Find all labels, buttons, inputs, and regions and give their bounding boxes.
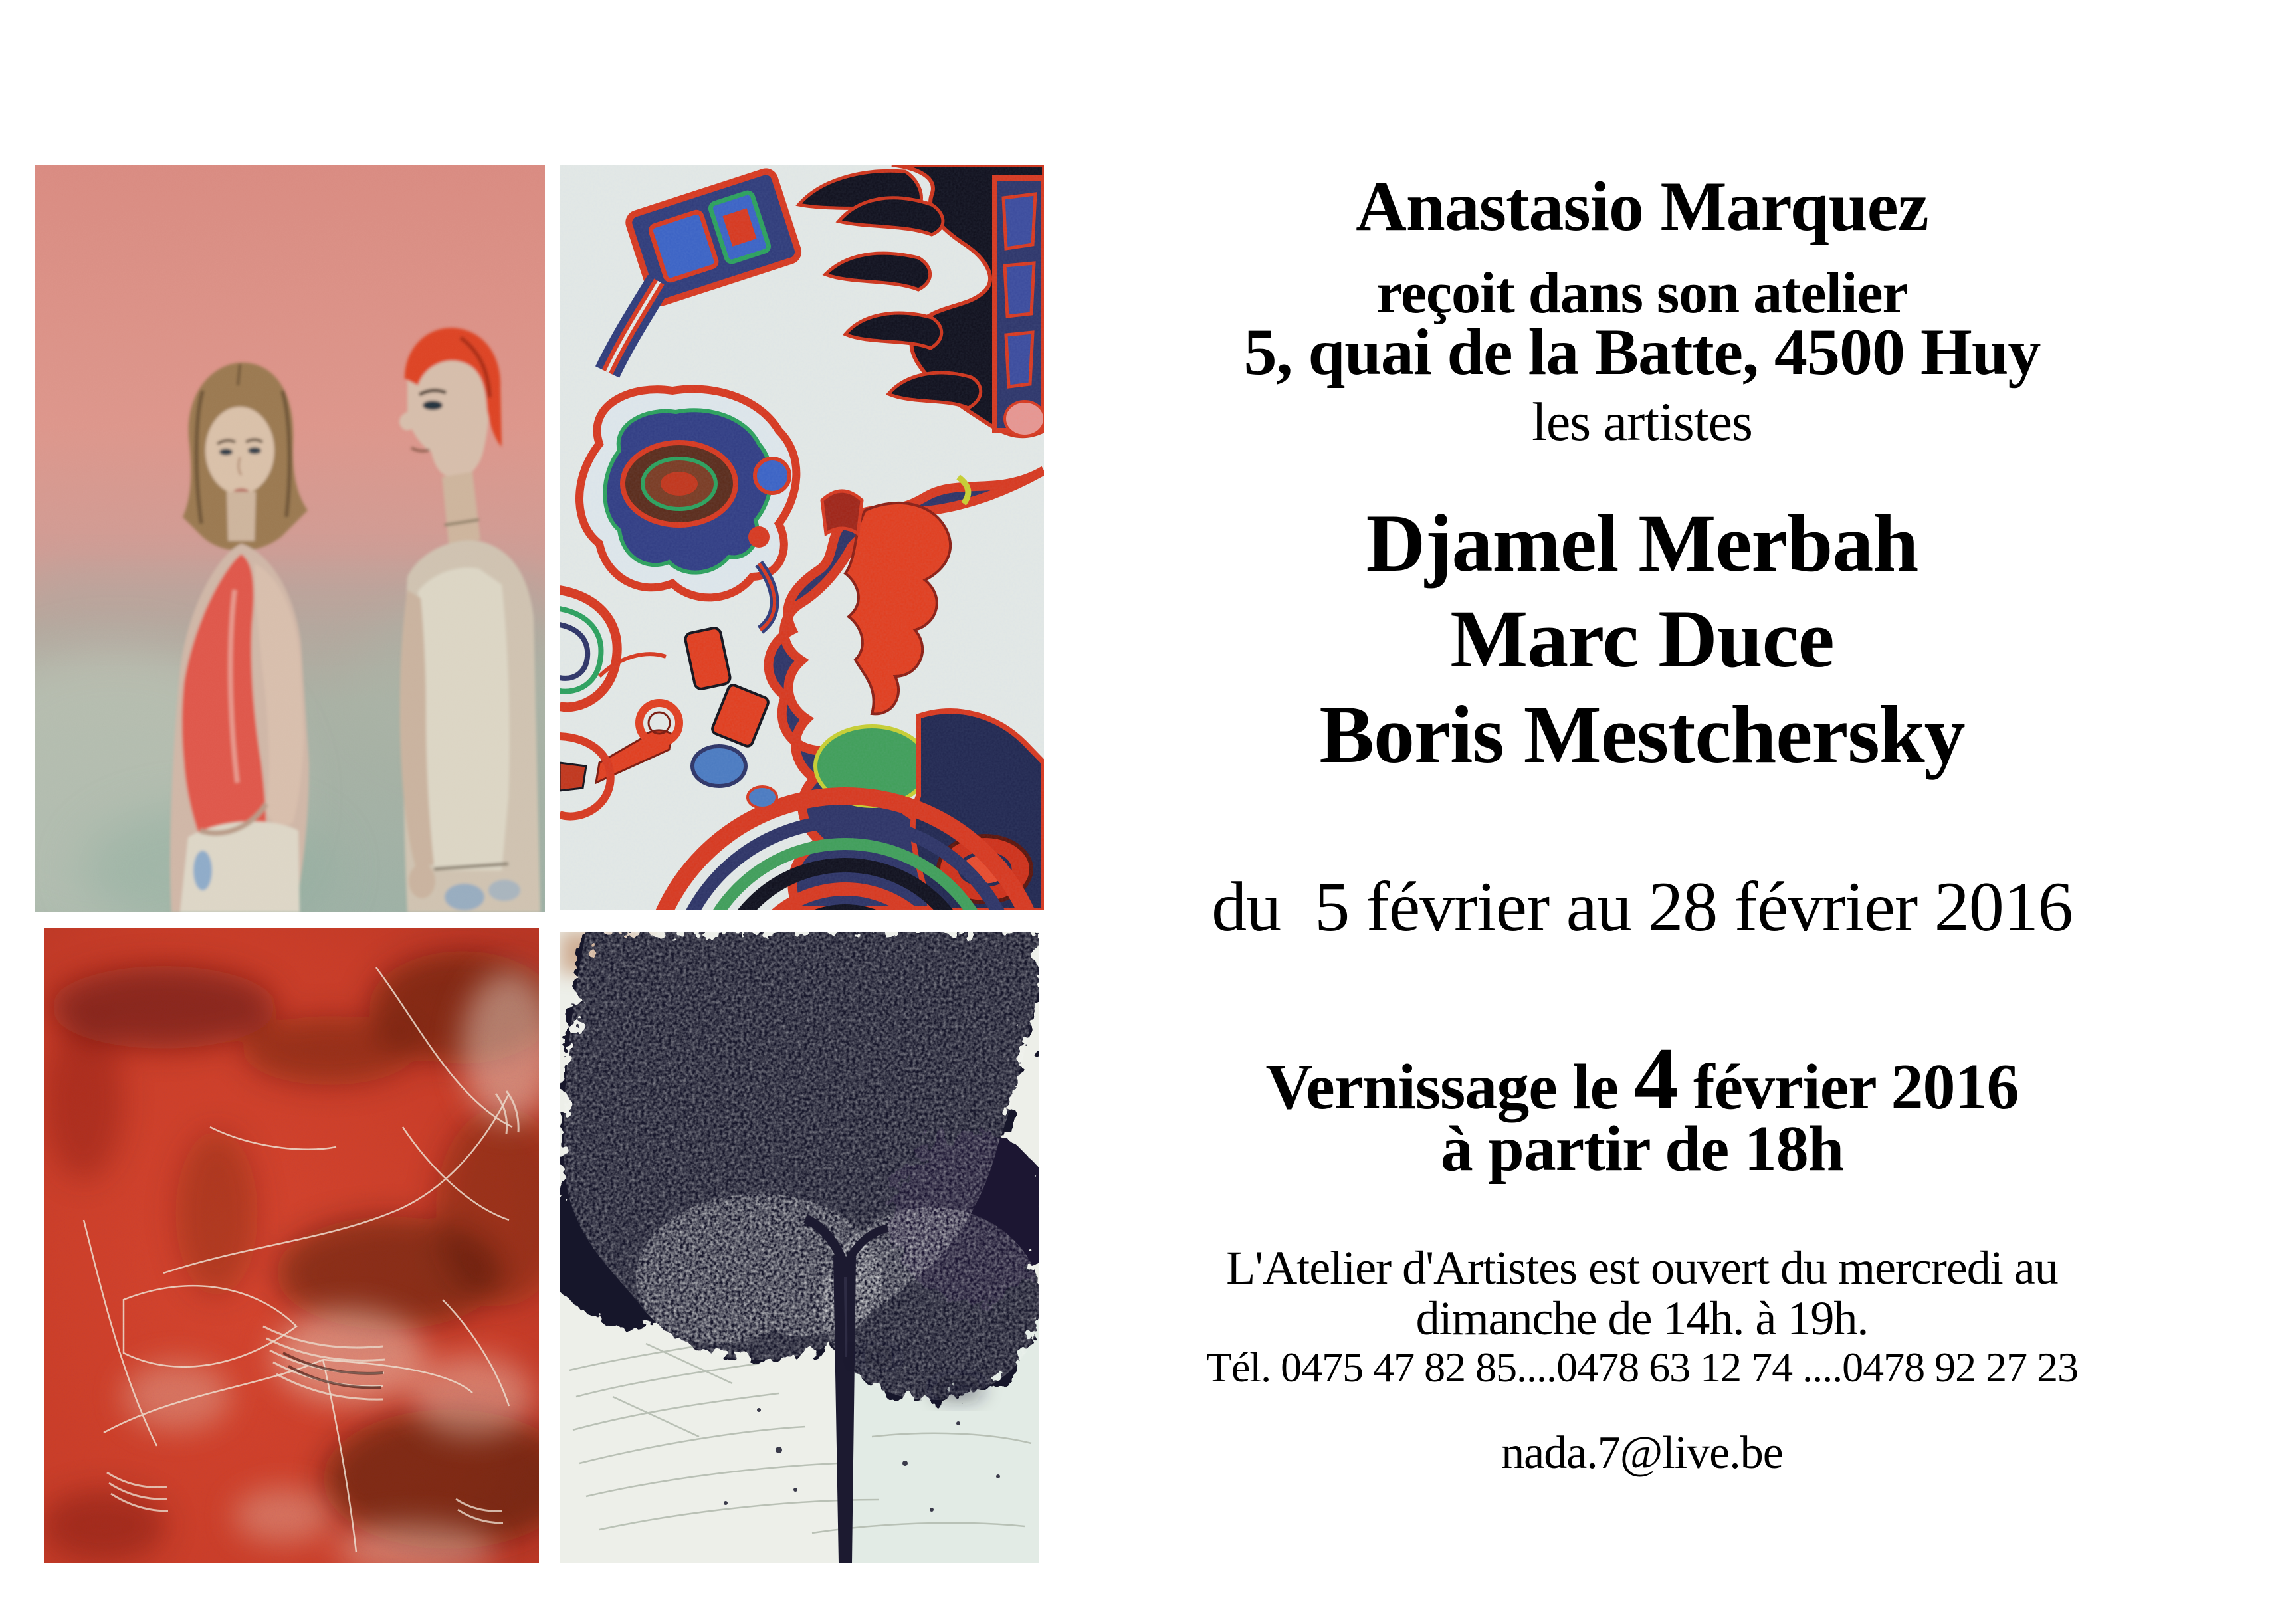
artists-intro-line: les artistes (1532, 391, 1752, 452)
painting-tree-etching (560, 932, 1039, 1563)
intro-line: reçoit dans son atelier (1376, 261, 1908, 326)
painting-two-figures (35, 165, 545, 912)
two-figures-artwork (35, 165, 545, 912)
address-line: 5, quai de la Batte, 4500 Huy (1243, 315, 2041, 389)
red-monotype-artwork (44, 928, 539, 1563)
vernissage-line (1044, 1029, 2240, 1128)
vernissage-suffix: février 2016 (1677, 1051, 2019, 1123)
painting-psychedelic-abstract (560, 165, 1044, 910)
painting-red-monotype (44, 928, 539, 1563)
phone-line: Tél. 0475 47 82 85....0478 63 12 74 ....0478 92 27 23 (1205, 1344, 2079, 1391)
host-name: Anastasio Marquez (1356, 167, 1928, 245)
vernissage-day: 4 (1633, 1029, 1678, 1128)
email-address: nada.7@live.be (1501, 1427, 1783, 1478)
exhibition-dates: du 5 février au 28 février 2016 (1211, 868, 2073, 946)
tree-etching-artwork (560, 932, 1039, 1563)
vernissage-time: à partir de 18h (1440, 1113, 1844, 1185)
opening-hours-line2: dimanche de 14h. à 19h. (1415, 1292, 1869, 1345)
artist-name: Djamel Merbah (1366, 498, 1918, 589)
opening-hours-line1: L'Atelier d'Artistes est ouvert du mercredi au (1226, 1241, 2058, 1294)
vernissage-prefix: Vernissage le (1265, 1051, 1634, 1123)
psychedelic-artwork (560, 165, 1044, 910)
artist-name: Boris Mestchersky (1319, 689, 1965, 780)
artist-name: Marc Duce (1450, 593, 1834, 684)
